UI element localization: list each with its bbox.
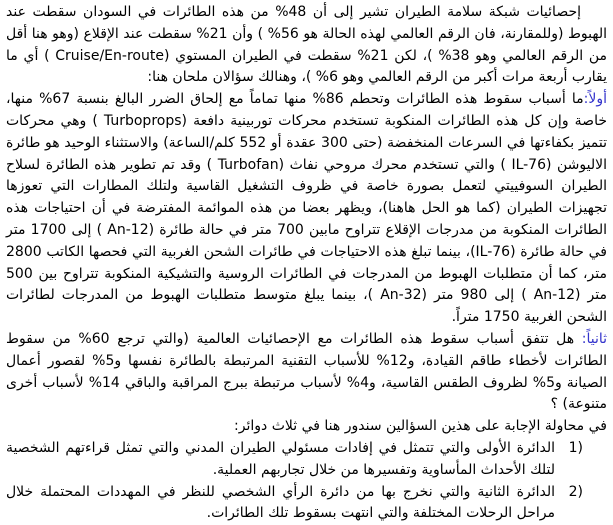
list-item-1-marker: 1) [568,439,583,456]
answer-intro-paragraph [6,416,607,438]
intro-paragraph [6,2,607,89]
first-question-paragraph [6,89,607,329]
second-question-paragraph [6,329,607,416]
list-item-1-text: الدائرة الأولى والتي تتمثل في إفادات مسئولي الطيران المدني والتي تمثل قراءتهم الشخصية لتلك الأحداث المأساوية وتفسيرها من خلال تجاربهم العملية. [6,439,555,478]
answer-intro-text: في محاولة الإجابة على هذين السؤالين سندور هنا في ثلاث دوائر: [234,418,607,435]
list-item-1 [6,438,607,482]
first-question-text: ما أسباب سقوط هذه الطائرات وتحطم 86% منها تماماً مع إلحاق الضرر البالغ بنسبة 67% منها، خاصة وإن كل هذه الطائرات المنكوبة تستخدم محركات توربينية دافعة (Turboprops ) وهي محركات تتميز بكفاءتها في السرعات المنخفضة (حتى 300 عقدة أو 552 كلم/الساعة) والاستثناء الوحيد هو طائرة الاليوشن (IL-76 ) والتي تستخدم محرك مروحي نفاث (Turbofan ) وقد تم تطوير هذه الطائرة لسلاح الطيران السوفييتي لتعمل بصورة خاصة في ظروف التشغيل القاسية ولتلك المطارات التي تعوزها تجهيزات الطيران (كما هو الحل هاهنا)، ويظهر بعضا من هذه الموائمة المفترضة في أن احتياجات هذه الطائرات المنكوبة من مدرجات الإقلاع تتراوح مابين 700 متر في حالة طائرة (An-12 ) إلى 1700 متر في حالة طائرة (IL-76)، بينما تبلغ هذه الاحتياجات في طائرات الشحن الغربية التي فحصها الكاتب 2800 متر، كما أن متطلبات الهبوط من المدرجات في الطائرات الروسية والتشيكية المنكوبة تتراوح بين 500 متر (An-12 ) إلى 980 متر (An-32 )، بينما يبلغ متوسط متطلبات الهبوط من المدرجات لطائرات الشحن الغربية 1750 متراً. [6,91,608,326]
first-question-lead: أولاً: [583,91,608,108]
list-item-2 [6,482,607,525]
second-question-text: هل تتفق أسباب سقوط هذه الطائرات مع الإحصائيات العالمية (والتي ترجع 60% من سقوط الطائرات لأخطاء طاقم القيادة، و12% للأسباب التقنية المرتبطة بالطائرة نفسها و5% لقصور أعمال الصيانة و5% لظروف الطقس القاسية، و4% لأسباب مرتبطة ببرج المراقبة والباقي 14% لأسباب أخرى متنوعة) ؟ [6,330,607,413]
list-item-2-marker: 2) [568,483,583,500]
list-item-2-text: الدائرة الثانية والتي نخرج بها من دائرة الرأي الشخصي للنظر في المهددات المحتملة خلال مراحل الرحلات المختلفة والتي انتهت بسقوط تلك الطائرات. [6,483,555,522]
second-question-lead: ثانياً: [581,330,607,347]
intro-paragraph-text: إحصائيات شبكة سلامة الطيران تشير إلى أن 48% من هذه الطائرات في السودان سقطت عند الهبوط (وللمقارنة، فان الرقم العالمي لهذه الحالة هو 56% ) وأن 21% سقطت عند الإقلاع (وهو هنا أقل من الرقم العالمي وهو 38% )، لكن 21% سقطت في الطيران المستوي (Cruise/En-route ) أي ما يقارب أربعة مرات أكبر من الرقم العالمي وهو 6% )، وهنالك سؤالان ملحان هنا: [6,4,607,86]
